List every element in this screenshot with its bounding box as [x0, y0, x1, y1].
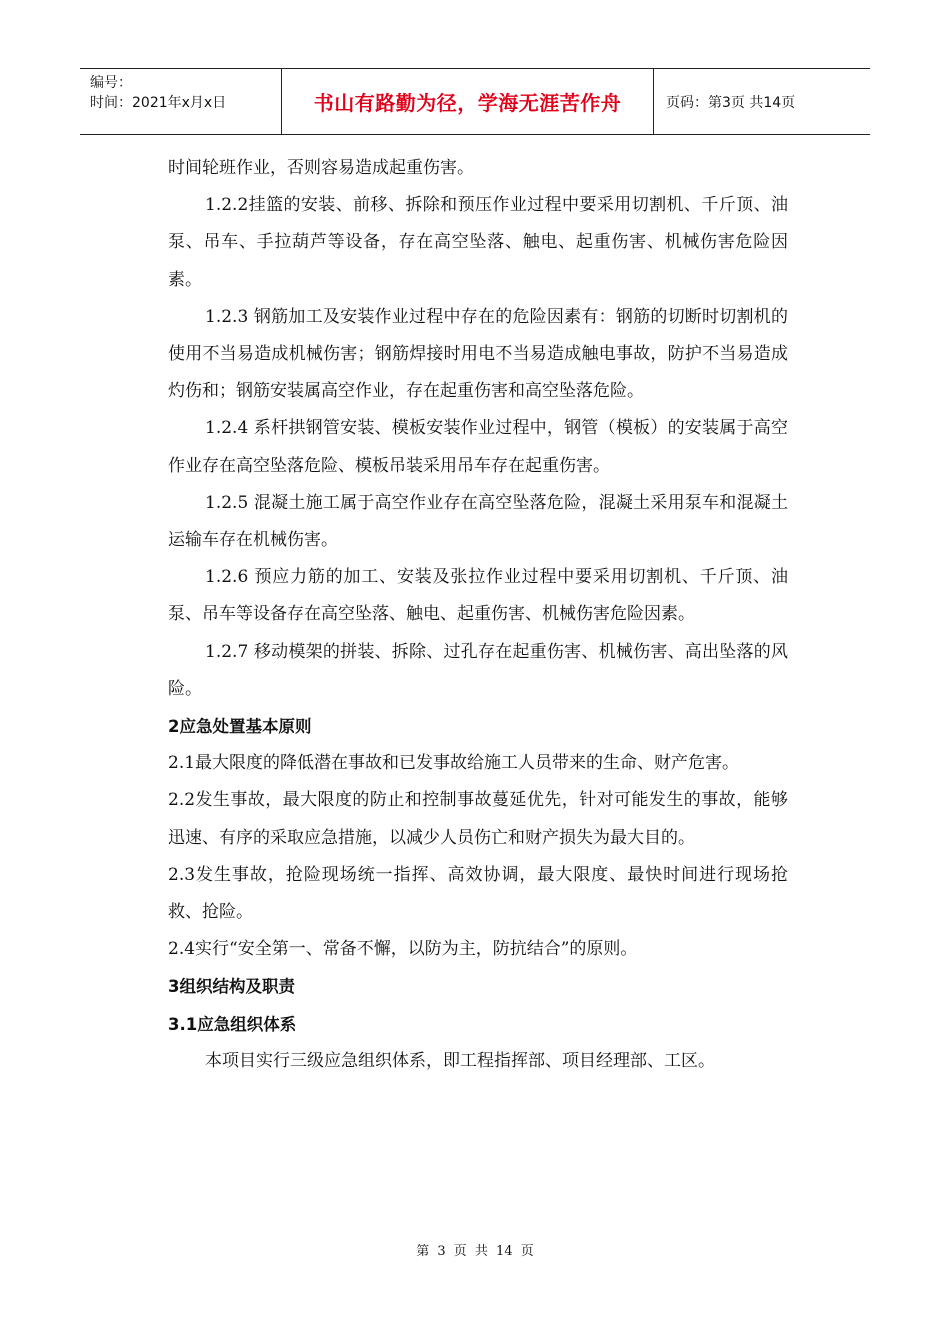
paragraph-1-2-2: 1.2.2挂篮的安装、前移、拆除和预压作业过程中要采用切割机、千斤顶、油泵、吊车、手拉葫芦等设备，存在高空坠落、触电、起重伤害、机械伤害危险因素。 — [168, 195, 788, 290]
paragraph-3-1: 本项目实行三级应急组织体系，即工程指挥部、项目经理部、工区。 — [205, 1050, 715, 1071]
paragraph-1-2-4: 1.2.4 系杆拱钢管安装、模板安装作业过程中，钢管（模板）的安装属于高空作业存在高空坠落危险、模板吊装采用吊车存在起重伤害。 — [168, 418, 788, 476]
paragraph-1-2-7: 1.2.7 移动模架的拼装、拆除、过孔存在起重伤害、机械伤害、高出坠落的风险。 — [168, 641, 788, 699]
section-heading-3: 3组织结构及职责 — [168, 977, 295, 997]
doc-time: 时间：2021年x月x日 — [90, 95, 227, 111]
paragraph-2-4: 2.4实行“安全第一、常备不懈，以防为主，防抗结合”的原则。 — [168, 939, 638, 960]
paragraph-2-3: 2.3发生事故，抢险现场统一指挥、高效协调，最大限度、最快时间进行现场抢救、抢险。 — [168, 864, 788, 923]
paragraph-1-2-5: 1.2.5 混凝土施工属于高空作业存在高空坠落危险，混凝土采用泵车和混凝土运输车存在机械伤害。 — [168, 492, 788, 551]
header-page-info: 页码：第3页 共14页 — [666, 94, 796, 111]
header-meta — [80, 69, 282, 134]
paragraph-1-2-6: 1.2.6 预应力筋的加工、安装及张拉作业过程中要采用切割机、千斤顶、油泵、吊车等设备存在高空坠落、触电、起重伤害、机械伤害危险因素。 — [168, 567, 788, 625]
section-heading-2: 2应急处置基本原则 — [168, 717, 312, 737]
page-footer: 第 3 页 共 14 页 — [416, 1244, 534, 1259]
document-body — [168, 150, 788, 1080]
page-header — [80, 68, 870, 135]
doc-number-label: 编号： — [90, 75, 132, 91]
paragraph: 时间轮班作业，否则容易造成起重伤害。 — [168, 158, 474, 178]
subsection-heading-3-1: 3.1应急组织体系 — [168, 1014, 297, 1034]
header-motto: 书山有路勤为径，学海无涯苦作舟 — [282, 69, 654, 134]
paragraph-1-2-3: 1.2.3 钢筋加工及安装作业过程中存在的危险因素有：钢筋的切断时切割机的使用不当易造成机械伤害；钢筋焊接时用电不当易造成触电事故，防护不当易造成灼伤和；钢筋安装属高空作业，存在起重伤害和高空坠落危险。 — [168, 306, 788, 402]
paragraph-2-1: 2.1最大限度的降低潜在事故和已发事故给施工人员带来的生命、财产危害。 — [168, 753, 740, 774]
paragraph-2-2: 2.2发生事故，最大限度的防止和控制事故蔓延优先，针对可能发生的事故，能够迅速、有序的采取应急措施，以减少人员伤亡和财产损失为最大目的。 — [168, 790, 788, 848]
